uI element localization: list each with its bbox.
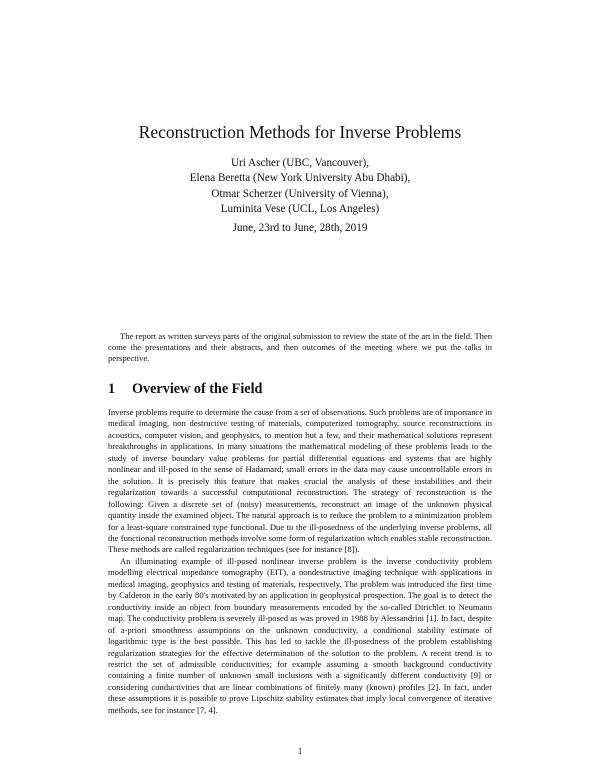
page-number: 1 <box>297 746 303 756</box>
section-title: Overview of the Field <box>132 381 263 397</box>
section-number: 1 <box>108 381 116 397</box>
section-body <box>108 407 492 716</box>
meeting-date: June, 23rd to June, 28th, 2019 <box>232 222 368 234</box>
author-line: Elena Beretta (New York University Abu Dhabi), <box>189 172 411 185</box>
section-heading <box>108 380 262 398</box>
abstract: The report as written surveys parts of the original submission to review the state of the art in the field. Then come the presentations and their abstracts, and then outcomes of the meeting where we put the talks in perspective. <box>108 331 492 364</box>
body-paragraph: Inverse problems require to determine the cause from a set of observations. Such problems are of importance in medical imaging, non destructive testing of materials, computerized tomography, source reconstructions in acoustics, computer vision, and geophysics, to mention but a few, and their mathematical solutions represent breakthroughs in applications. In many situations the mathematical modeling of these problems leads to the study of inverse boundary value problems for partial differential equations and systems that are highly nonlinear and ill-posed in the sense of Hadamard; small errors in the data may cause uncontrollable errors in the solution. It is precisely this feature that makes crucial the analysis of these instabilities and their regularization towards a successful computational reconstruction. The strategy of reconstruction is the following: Given a discrete set of (noisy) measurements, reconstruct an image of the unknown physical quantity inside the examined object. The natural approach is to reduce the problem to a minimization problem for a least-square constrained type functional. Due to the ill-posedness of the underlying inverse problems, all the functional reconstruction methods involve some form of regularization which enables stable reconstruction. These methods are called regularization techniques (see for instance [8]). <box>108 407 492 555</box>
author-line: Luminita Vese (UCL, Los Angeles) <box>220 202 380 215</box>
body-paragraph: An illuminating example of ill-posed nonlinear inverse problem is the inverse conductivity problem modelling electrical impedance tomography (EIT), a nondestructive imaging technique with applications in medical imaging, geophysics and testing of materials, respectively. The problem was introduced the first time by Calderon in the early 80's motivated by an application in geophysical prospection. The goal is to detect the conductivity inside an object from boundary measurements encoded by the so-called Dirichlet to Neumann map. The conductivity problem is severely ill-posed as was proved in 1988 by Alessandrini [1]. In fact, despite of a-priori smoothness assumptions on the unknown conductivity, a conditional stability estimate of logarithmic type is the best possible. This has led to tackle the ill-posedness of the problem establishing regularization strategies for the effective determination of the solution to the problem. A recent trend is to restrict the set of admissible conductivities; for example assuming a smooth background conductivity containing a finite number of unknown small inclusions with a significantly different conductivity [9] or considering conductivities that are linear combinations of finitely many (known) profiles [2]. In fact, under these assumptions it is possible to prove Lipschitz stability estimates that imply local convergence of iterative methods, see for instance [7, 4]. <box>108 555 492 715</box>
author-list <box>0 156 600 217</box>
paper-title: Reconstruction Methods for Inverse Problems <box>138 122 462 142</box>
author-line: Otmar Scherzer (University of Vienna), <box>211 187 389 200</box>
author-line: Uri Ascher (UBC, Vancouver), <box>230 157 370 169</box>
